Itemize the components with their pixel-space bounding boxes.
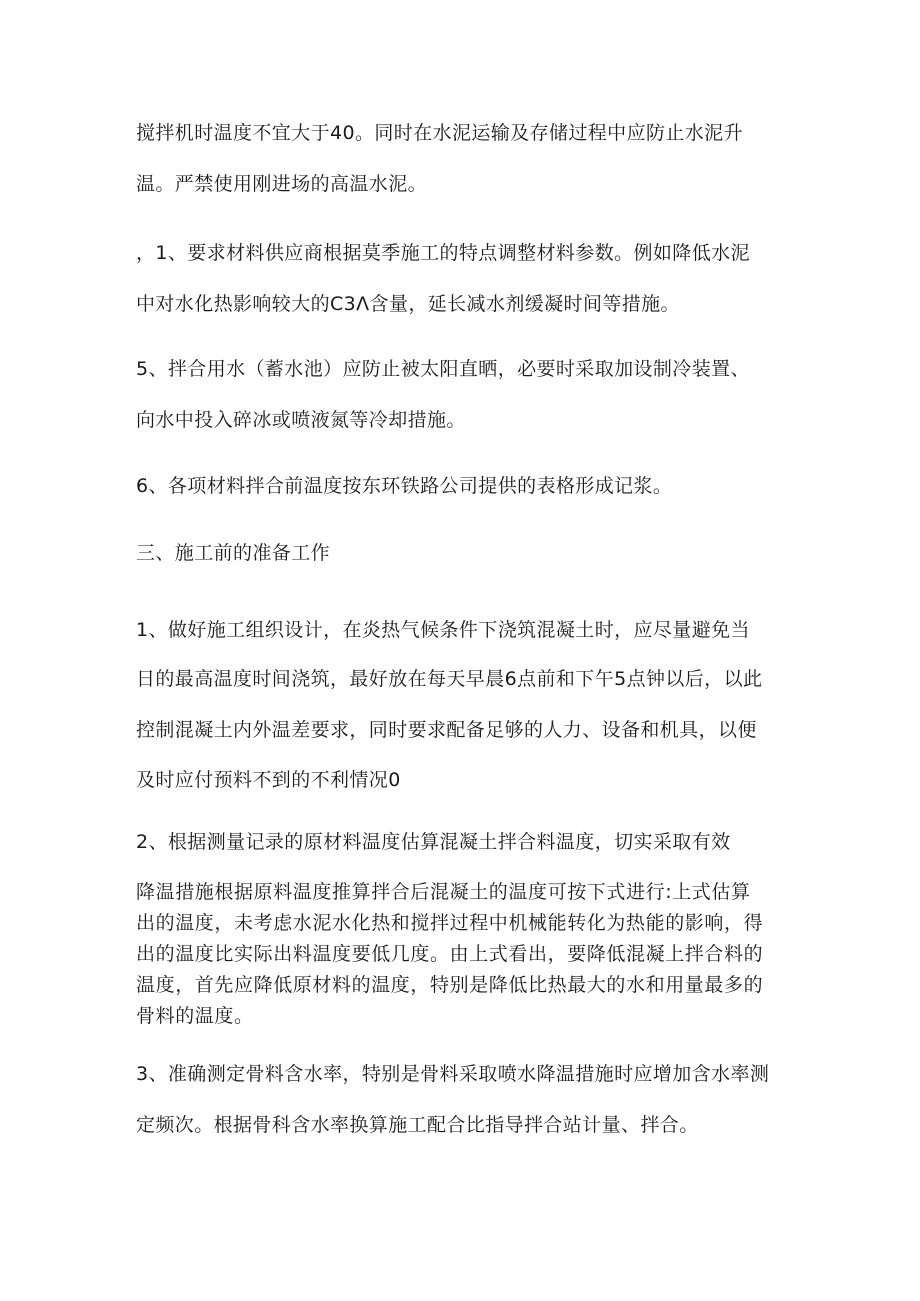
paragraph-line: 出的温度，未考虑水泥水化热和搅拌过程中机械能转化为热能的影响，得	[136, 912, 764, 934]
list-item-line: 定频次。根据骨科含水率换算施工配合比指导拌合站计量、拌合。	[136, 1114, 699, 1136]
list-item-line: 5、拌合用水（蓄水池）应防止被太阳直晒，必要时采取加设制冷装置、	[136, 358, 750, 380]
paragraph-line: 出的温度比实际出料温度要低几度。由上式看出，要降低混凝上拌合料的	[136, 943, 764, 965]
list-item-line: 日的最高温度时间浇筑，最好放在每天早晨6点前和下午5点钟以后，以此	[136, 668, 763, 690]
list-item-line: 及时应付预料不到的不利情况0	[136, 769, 401, 791]
list-item-line: 3、准确测定骨料含水率，特别是骨料采取喷水降温措施时应增加含水率测	[136, 1063, 770, 1085]
paragraph-line: 温。严禁使用刚进场的高温水泥。	[136, 173, 428, 195]
list-item-line: 1、做好施工组织设计，在炎热气候条件下浇筑混凝土时，应尽量避免当	[136, 619, 750, 641]
list-item-line: 中对水化热影响较大的C3Λ含量，延长减水剂缓凝时间等措施。	[136, 293, 680, 315]
paragraph-line: 搅拌机时温度不宜大于40。同时在水泥运输及存储过程中应防止水泥升	[136, 122, 743, 144]
paragraph-line: 骨料的温度。	[136, 1005, 254, 1027]
paragraph-line: 温度，首先应降低原材料的温度，特别是降低比热最大的水和用量最多的	[136, 974, 764, 996]
list-item-line: 向水中投入碎冰或喷液氮等冷却措施。	[136, 409, 466, 431]
section-heading: 三、施工前的准备工作	[136, 542, 331, 564]
list-item-line: 控制混凝土内外温差要求，同时要求配备足够的人力、设备和机具，以便	[136, 719, 757, 741]
list-item-line: ，1、要求材料供应商根据莫季施工的特点调整材料参数。例如降低水泥	[136, 242, 750, 264]
paragraph-line: 降温措施根据原料温度推算拌合后混凝土的温度可按下式进行:上式估算	[136, 881, 751, 903]
list-item-line: 6、各项材料拌合前温度按东环铁路公司提供的表格形成记浆。	[136, 475, 673, 497]
list-item-line: 2、根据测量记录的原材料温度估算混凝土拌合料温度，切实采取有效	[136, 831, 731, 853]
